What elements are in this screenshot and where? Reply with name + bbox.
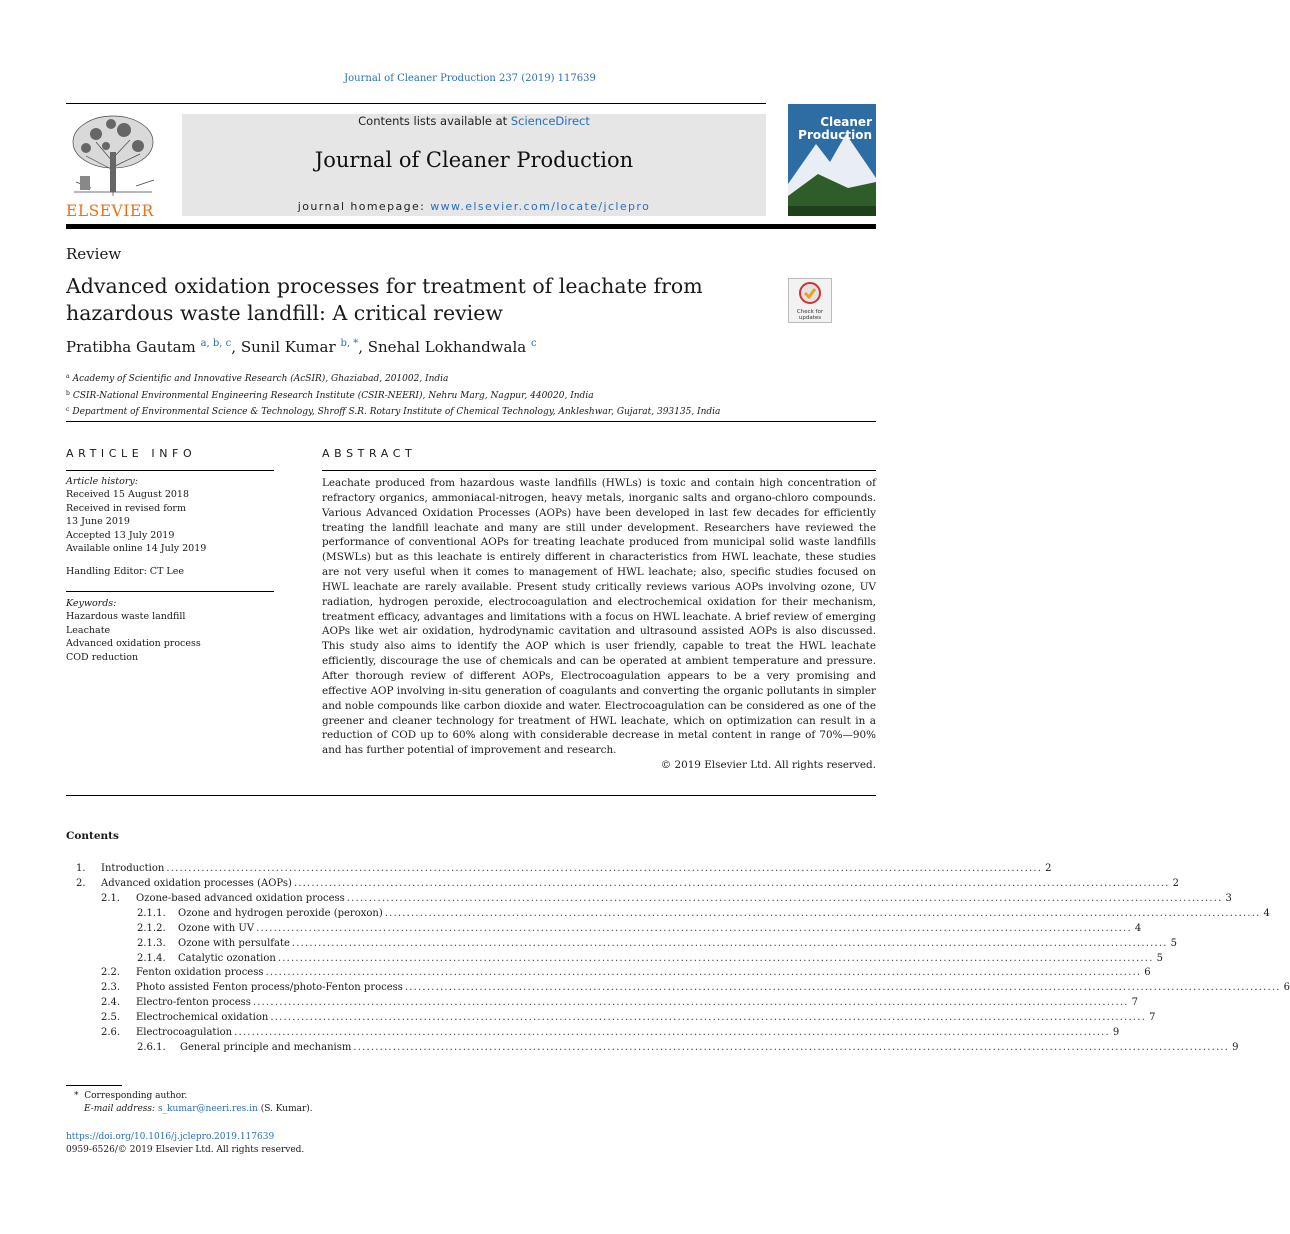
toc-entry[interactable]: 2.1.2. Ozone with UV ........................................................................................................................................................................................................ 4	[137, 923, 1142, 934]
keyword-item: COD reduction	[66, 651, 139, 663]
article-info-heading: ARTICLE INFO	[66, 447, 197, 460]
toc-entry[interactable]: 2.1.3. Ozone with persulfate ........................................................................................................................................................................................................ 5	[137, 938, 1178, 949]
check-badge-label: Check for updates	[796, 309, 824, 321]
abstract-divider	[66, 795, 876, 796]
affiliation-a: $^a$ Academy of Scientific and Innovative Research (AcSIR), Ghaziabad, 201002, India	[66, 373, 449, 384]
issn-line: 0959-6526/© 2019 Elsevier Ltd. All rights reserved.	[66, 1145, 305, 1155]
footnote: * Corresponding author. E-mail address: s_kumar@neeri.res.in (S. Kumar).	[74, 1091, 313, 1114]
keyword-item: Advanced oxidation process	[66, 638, 201, 650]
abstract-rule	[322, 470, 876, 471]
keyword-item: Leachate	[66, 624, 111, 636]
title-divider	[66, 421, 876, 422]
keyword-item: Hazardous waste landfill	[66, 611, 186, 623]
article-title: Advanced oxidation processes for treatment of leachate from hazardous waste landfill: A critical review	[66, 274, 703, 325]
author-2[interactable]: Sunil Kumar $^{b, *}$	[240, 338, 359, 356]
journal-title: Journal of Cleaner Production	[314, 148, 634, 172]
footnote-rule	[66, 1085, 122, 1086]
abstract-text: Leachate produced from hazardous waste landfills (HWLs) is toxic and contain high concentration of refractory organics, ammoniacal-nitrogen, heavy metals, inorganic salts and organo-chloro compounds. Various Advanced Oxidation Processes (AOPs) have been developed in last few decades for efficiently treating the landfill leachate and many are still under development. Researchers have reviewed the performance of conventional AOPs for treating leachate produced from municipal solid waste landfills (MSWLs) but as this leachate is entirely different in characteristics from HWL leachate, these studies are not very useful when it comes to management of HWL leachate; also, specific studies focused on HWL leachate are rarely available. Present study critically reviews various AOPs involving ozone, UV radiation, hydrogen peroxide, electrocoagulation and electrochemical oxidation for their mechanism, treatment efficacy, advantages and limitations with a focus on HWL leachate. A brief review of emerging AOPs like wet air oxidation, hydrodynamic cavitation and ultrasound assisted AOPs is also discussed. This study also aims to identify the AOP which is user friendly, capable to treat the HWL leachate efficiently, discourage the use of chemicals and can be operated at ambient temperature and pressure. After thorough review of different AOPs, Electrocoagulation appears to be a very promising and effective AOP involving in-situ generation of coagulants and converting the organic pollutants in simpler and noble compounds like carbon dioxide and water. Electrocoagulation can be considered as one of the greener and cleaner technology for treatment of HWL leachate, which on optimization can result in a reduction of COD up to 60% along with considerable decrease in metal content in range of 70%—90% and has further potential of improvement and research.	[322, 477, 876, 757]
keywords: Keywords: Hazardous waste landfill Leachate Advanced oxidation process COD reduction	[66, 597, 276, 664]
toc-entry[interactable]: 2.6. Electrocoagulation ........................................................................................................................................................................................................ 9	[101, 1027, 1120, 1038]
handling-editor: Handling Editor: CT Lee	[66, 566, 184, 578]
check-for-updates-badge[interactable]	[788, 278, 832, 323]
journal-citation[interactable]: Journal of Cleaner Production 237 (2019) 117639	[344, 73, 596, 84]
author-email-link[interactable]: s_kumar@neeri.res.in	[157, 1104, 258, 1114]
journal-homepage-line: journal homepage: www.elsevier.com/locate/jclepro	[297, 200, 651, 213]
keywords-rule	[66, 591, 274, 592]
journal-homepage-link[interactable]: www.elsevier.com/locate/jclepro	[430, 200, 651, 213]
elsevier-wordmark: ELSEVIER	[66, 202, 154, 220]
contents-heading: Contents	[66, 830, 119, 842]
toc-entry[interactable]: 2. Advanced oxidation processes (AOPs) ........................................................................................................................................................................................................ 2	[76, 878, 1180, 889]
cover-title: Cleaner Production	[798, 115, 872, 142]
contents-available-line: Contents lists available at ScienceDirect	[358, 114, 590, 128]
affiliation-c: $^c$ Department of Environmental Science & Technology, Shroff S.R. Rotary Institute of Chemical Technology, Ankleshwar, Gujarat, 393135, India	[66, 406, 721, 418]
journal-cover-image[interactable]	[788, 104, 876, 216]
elsevier-tree-logo-icon	[66, 112, 160, 196]
elsevier-logo[interactable]	[66, 112, 160, 220]
toc-entry[interactable]: 2.1.1. Ozone and hydrogen peroxide (peroxon) ........................................................................................................................................................................................................ 4	[137, 908, 1270, 919]
abstract-copyright: © 2019 Elsevier Ltd. All rights reserved.	[660, 759, 876, 771]
doi-link[interactable]: https://doi.org/10.1016/j.jclepro.2019.117639	[66, 1132, 275, 1142]
article-history: Article history: Received 15 August 2018 Received in revised form 13 June 2019 Accepted 13 July 2019 Available online 14 July 2019 Handling Editor: CT Lee	[66, 475, 276, 579]
author-3[interactable]: Snehal Lokhandwala $^c$	[367, 338, 537, 356]
article-type: Review	[66, 245, 122, 263]
affiliations	[66, 370, 720, 420]
header-thick-rule	[66, 224, 876, 229]
abstract-heading: ABSTRACT	[322, 447, 417, 460]
toc-entry[interactable]: 2.1.4. Catalytic ozonation ........................................................................................................................................................................................................ 5	[137, 953, 1163, 964]
toc-entry[interactable]: 2.1. Ozone-based advanced oxidation process ........................................................................................................................................................................................................ 3	[101, 893, 1232, 904]
sciencedirect-link[interactable]: ScienceDirect	[510, 114, 590, 128]
toc-entry[interactable]: 2.3. Photo assisted Fenton process/photo-Fenton process ........................................................................................................................................................................................................ 6	[101, 982, 1290, 993]
toc-entry[interactable]: 1. Introduction ........................................................................................................................................................................................................ 2	[76, 863, 1052, 874]
check-for-updates-icon	[798, 281, 822, 305]
author-list: Pratibha Gautam $^{a, b, c}$, Sunil Kumar $^{b, *}$, Snehal Lokhandwala $^c$	[66, 338, 537, 356]
header-rule	[66, 103, 766, 104]
journal-banner	[182, 114, 766, 216]
toc-entry[interactable]: 2.6.1. General principle and mechanism ........................................................................................................................................................................................................ 9	[137, 1042, 1239, 1053]
toc-entry[interactable]: 2.5. Electrochemical oxidation ........................................................................................................................................................................................................ 7	[101, 1012, 1156, 1023]
article-info-rule	[66, 470, 274, 471]
affiliation-b: $^b$ CSIR-National Environmental Engineering Research Institute (CSIR-NEERI), Nehru Marg, Nagpur, 440020, India	[66, 389, 594, 401]
toc-entry[interactable]: 2.2. Fenton oxidation process ........................................................................................................................................................................................................ 6	[101, 967, 1151, 978]
toc-entry[interactable]: 2.4. Electro-fenton process ........................................................................................................................................................................................................ 7	[101, 997, 1139, 1008]
author-1[interactable]: Pratibha Gautam $^{a, b, c}$	[66, 338, 232, 356]
